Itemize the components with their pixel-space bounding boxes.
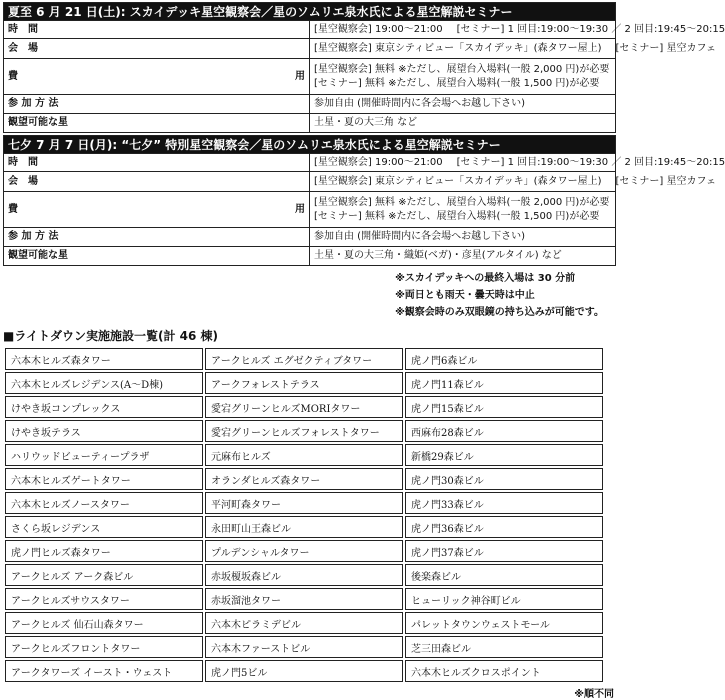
facility-cell: アークヒルズ 仙石山森タワー <box>5 612 203 634</box>
event2-stars-label: 観望可能な星 <box>4 247 310 266</box>
facility-cell: 虎ノ門5ビル <box>205 660 403 682</box>
facility-cell: 六本木ヒルズノースタワー <box>5 492 203 514</box>
facility-cell: 後楽森ビル <box>405 564 603 586</box>
facility-cell: 六本木ファーストビル <box>205 636 403 658</box>
facility-cell: アークヒルズサウスタワー <box>5 588 203 610</box>
facility-row <box>5 588 603 610</box>
facility-row <box>5 420 603 442</box>
facility-cell: 芝三田森ビル <box>405 636 603 658</box>
facility-cell: ハリウッドビューティープラザ <box>5 444 203 466</box>
event1-stars-value: 土星・夏の大三角 など <box>310 114 616 133</box>
facility-cell: 虎ノ門30森ビル <box>405 468 603 490</box>
event1-time-label: 時 間 <box>4 21 310 39</box>
facility-cell: 虎ノ門6森ビル <box>405 348 603 370</box>
facility-cell: 西麻布28森ビル <box>405 420 603 442</box>
facility-cell: 赤坂溜池タワー <box>205 588 403 610</box>
facility-cell: 六本木ピラミデビル <box>205 612 403 634</box>
facility-row <box>5 516 603 538</box>
note-last-entry: ※スカイデッキへの最終入場は 30 分前 <box>395 273 576 284</box>
facility-cell: さくら坂レジデンス <box>5 516 203 538</box>
facility-cell: 新橋29森ビル <box>405 444 603 466</box>
facility-cell: 愛宕グリーンヒルズMORIタワー <box>205 396 403 418</box>
event2-fee-label: 費 用 <box>4 192 310 228</box>
event1-banner: 夏至 6 月 21 日(土): スカイデッキ星空観察会／星のソムリエ泉水氏による星空解説セミナー <box>4 3 616 21</box>
facility-cell: 六本木ヒルズレジデンス(A～D棟) <box>5 372 203 394</box>
event1-fee-label: 費 用 <box>4 59 310 95</box>
facility-cell: 虎ノ門33森ビル <box>405 492 603 514</box>
facility-cell: アークフォレストテラス <box>205 372 403 394</box>
event2-banner: 七夕 7 月 7 日(月): “七夕” 特別星空観察会／星のソムリエ泉水氏による星空解説セミナー <box>4 136 616 154</box>
event2-fee-value: [星空観察会] 無料 ※ただし、展望台入場料(一般 2,000 円)が必要 [セミナー] 無料 ※ただし、展望台入場料(一般 1,500 円)が必要 <box>310 192 616 228</box>
facility-cell: 赤坂榎坂森ビル <box>205 564 403 586</box>
event1-stars-label: 観望可能な星 <box>4 114 310 133</box>
facility-row <box>5 564 603 586</box>
facility-cell: 平河町森タワー <box>205 492 403 514</box>
event1-time-value: [星空観察会] 19:00～21:00 [セミナー] 1 回目:19:00～19:30 ／ 2 回目:19:45～20:15 <box>310 21 616 39</box>
facility-cell: 愛宕グリーンヒルズフォレストタワー <box>205 420 403 442</box>
facility-row <box>5 372 603 394</box>
event2-table <box>3 135 725 266</box>
facility-cell: 永田町山王森ビル <box>205 516 403 538</box>
note-binoculars: ※観察会時のみ双眼鏡の持ち込みが可能です。 <box>395 307 604 318</box>
facility-cell: アークタワーズ イースト・ウェスト <box>5 660 203 682</box>
note-rain-cancel: ※両日とも雨天・曇天時は中止 <box>395 290 535 301</box>
facility-cell: プルデンシャルタワー <box>205 540 403 562</box>
facility-cell: 虎ノ門36森ビル <box>405 516 603 538</box>
facility-cell: 六本木ヒルズ森タワー <box>5 348 203 370</box>
facility-row <box>5 540 603 562</box>
facility-cell: 元麻布ヒルズ <box>205 444 403 466</box>
facility-row <box>5 492 603 514</box>
facility-cell: ヒューリック神谷町ビル <box>405 588 603 610</box>
facility-cell: アークヒルズ エグゼクティブタワー <box>205 348 403 370</box>
facility-cell: けやき坂コンプレックス <box>5 396 203 418</box>
event1-method-value: 参加自由 (開催時間内に各会場へお越し下さい) <box>310 95 616 114</box>
facility-row <box>5 660 603 682</box>
event1-method-label: 参 加 方 法 <box>4 95 310 114</box>
facility-cell: 六本木ヒルズゲートタワー <box>5 468 203 490</box>
facility-row <box>5 348 603 370</box>
event1-fee-value: [星空観察会] 無料 ※ただし、展望台入場料(一般 2,000 円)が必要 [セミナー] 無料 ※ただし、展望台入場料(一般 1,500 円)が必要 <box>310 59 616 95</box>
facility-cell: 六本木ヒルズクロスポイント <box>405 660 603 682</box>
facility-cell: アークヒルズ アーク森ビル <box>5 564 203 586</box>
event2-time-label: 時 間 <box>4 154 310 172</box>
footer-note: ※順不同 <box>574 689 614 700</box>
facility-row <box>5 612 603 634</box>
facility-cell: 虎ノ門11森ビル <box>405 372 603 394</box>
notes <box>395 270 604 321</box>
event2-method-label: 参 加 方 法 <box>4 228 310 247</box>
event1-venue-value: [星空観察会] 東京シティビュー「スカイデッキ」(森タワー屋上) [セミナー] 星空カフェ <box>310 39 616 59</box>
facility-row <box>5 444 603 466</box>
event2-venue-label: 会 場 <box>4 172 310 192</box>
facility-cell: アークヒルズフロントタワー <box>5 636 203 658</box>
event2-method-value: 参加自由 (開催時間内に各会場へお越し下さい) <box>310 228 616 247</box>
facility-row <box>5 636 603 658</box>
facility-cell: けやき坂テラス <box>5 420 203 442</box>
facility-cell: オランダヒルズ森タワー <box>205 468 403 490</box>
event1-table <box>3 2 725 133</box>
facility-cell: 虎ノ門37森ビル <box>405 540 603 562</box>
event2-venue-value: [星空観察会] 東京シティビュー「スカイデッキ」(森タワー屋上) [セミナー] 星空カフェ <box>310 172 616 192</box>
facilities-table <box>3 346 605 684</box>
event1-venue-label: 会 場 <box>4 39 310 59</box>
facility-cell: 虎ノ門ヒルズ森タワー <box>5 540 203 562</box>
facility-cell: パレットタウンウェストモール <box>405 612 603 634</box>
event2-stars-value: 土星・夏の大三角・織姫(ベガ)・彦星(アルタイル) など <box>310 247 616 266</box>
event2-time-value: [星空観察会] 19:00～21:00 [セミナー] 1 回目:19:00～19:30 ／ 2 回目:19:45～20:15 <box>310 154 616 172</box>
facility-row <box>5 396 603 418</box>
facilities-title: ■ライトダウン実施施設一覧(計 46 棟) <box>3 329 219 343</box>
facility-row <box>5 468 603 490</box>
facility-cell: 虎ノ門15森ビル <box>405 396 603 418</box>
